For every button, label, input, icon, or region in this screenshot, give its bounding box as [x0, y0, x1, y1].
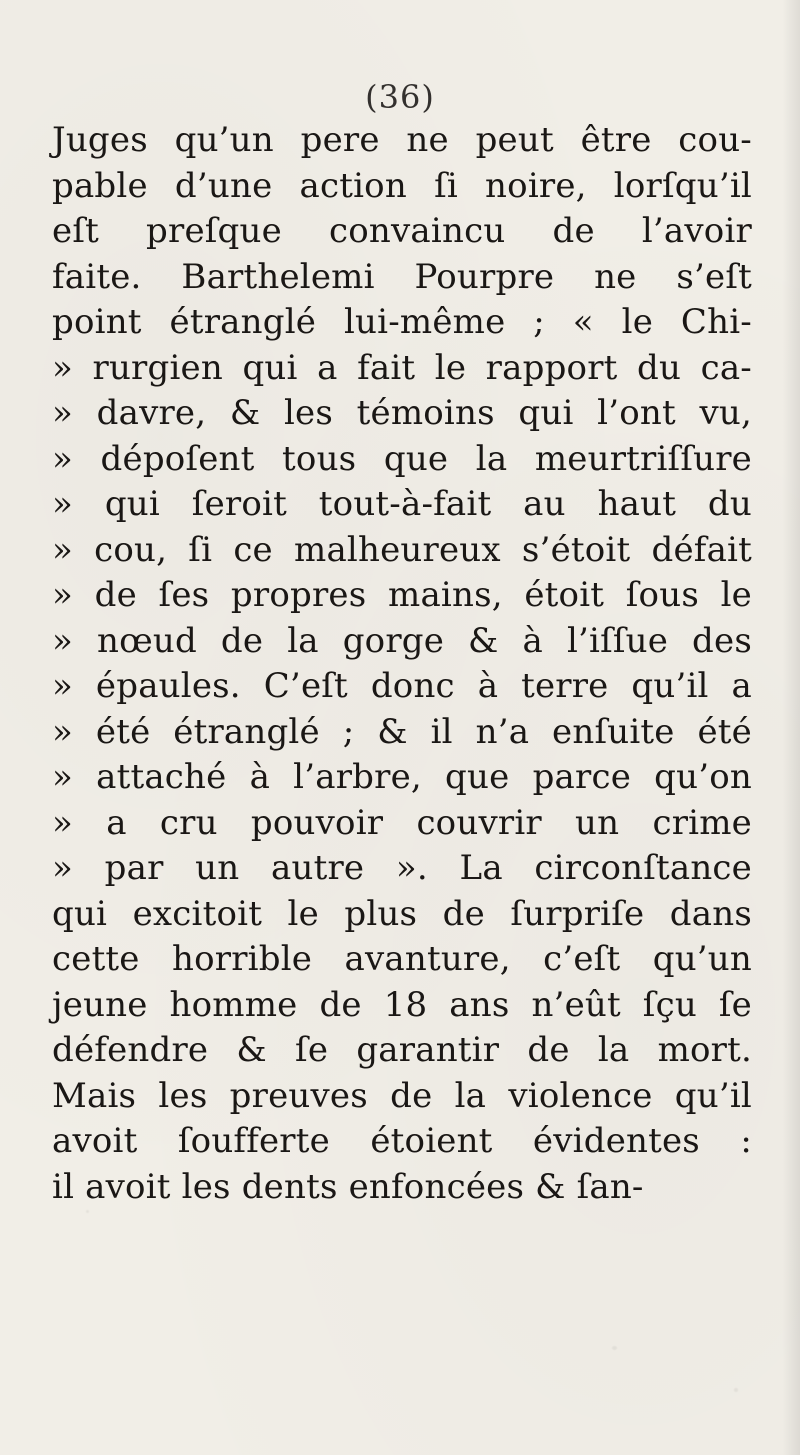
text-line: » rurgien qui a fait le rapport du ca-: [52, 347, 752, 388]
paper-spot: [86, 1210, 89, 1213]
text-line: il avoit les dents enfoncées & ſan-: [52, 1166, 644, 1207]
text-line: eſt preſque convaincu de l’avoir: [52, 211, 752, 251]
text-line: avoit ſoufferte étoient évidentes :: [52, 1121, 752, 1161]
paper-spot: [612, 1346, 617, 1350]
page-edge-shadow: [782, 0, 800, 1455]
text-line: pable d’une action ſi noire, lorſqu’il: [52, 165, 752, 206]
text-line: faite. Barthelemi Pourpre ne s’eſt: [52, 256, 752, 297]
text-line: défendre & ſe garantir de la mort.: [52, 1030, 752, 1070]
text-line: jeune homme de 18 ans n’eût ſçu ſe: [52, 984, 752, 1025]
text-line: » par un autre ». La circonſtance: [52, 848, 752, 888]
text-line: Juges qu’un pere ne peut être cou-: [52, 120, 752, 160]
text-line: » attaché à l’arbre, que parce qu’on: [52, 757, 752, 797]
text-line: Mais les preuves de la violence qu’il: [52, 1075, 752, 1116]
text-line: point étranglé lui-même ; « le Chi-: [52, 302, 752, 342]
text-line: » a cru pouvoir couvrir un crime: [52, 802, 752, 843]
text-line: » cou, ſi ce malheureux s’étoit défait: [52, 529, 752, 570]
text-line: » de ſes propres mains, étoit ſous le: [52, 575, 752, 615]
page-number: (36): [365, 78, 435, 116]
paper-spot: [734, 1388, 738, 1392]
text-line: cette horrible avanture, c’eſt qu’un: [52, 939, 752, 979]
text-line: » dépoſent tous que la meurtriſſure: [52, 438, 752, 479]
text-line: » épaules. C’eſt donc à terre qu’il a: [52, 666, 752, 706]
text-line: » nœud de la gorge & à l’iſſue des: [52, 620, 752, 661]
text-line: » davre, & les témoins qui l’ont vu,: [52, 393, 752, 433]
body-text: [52, 118, 752, 1210]
text-line: » qui ſeroit tout-à-fait au haut du: [52, 484, 752, 524]
text-line: » été étranglé ; & il n’a enſuite été: [52, 711, 752, 752]
text-line: qui excitoit le plus de ſurpriſe dans: [52, 893, 752, 934]
